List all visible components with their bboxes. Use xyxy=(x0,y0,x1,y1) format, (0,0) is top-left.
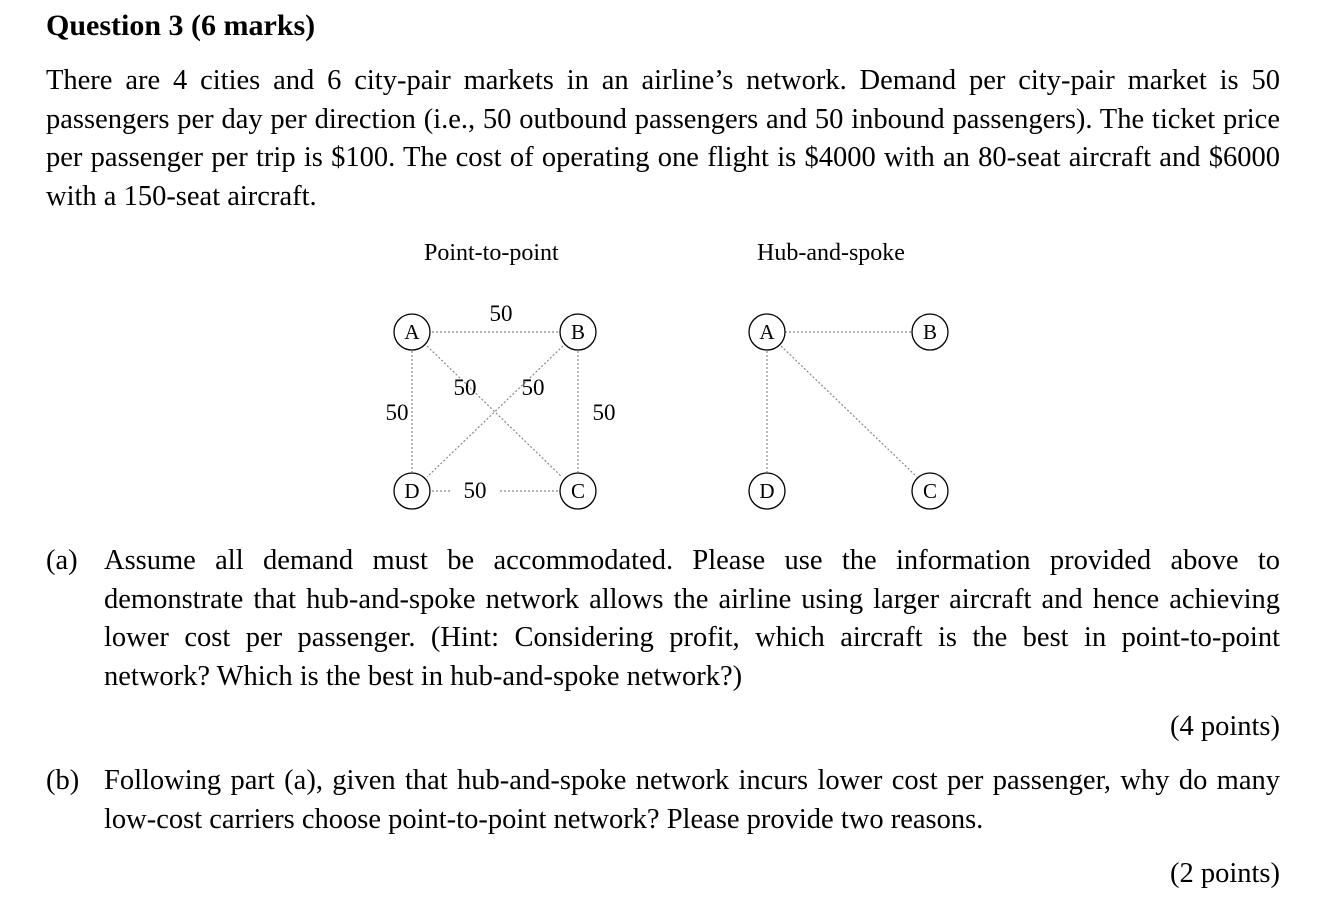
node-b-label: B xyxy=(570,320,586,344)
part-b-points: (2 points) xyxy=(1169,858,1280,889)
node-a-label: A xyxy=(404,320,420,344)
part-b-marker: (b) xyxy=(46,765,80,796)
hub-and-spoke-label: Hub-and-spoke xyxy=(757,240,905,266)
hub-node-a-label: A xyxy=(759,320,775,344)
edge-label-ab: 50 xyxy=(489,301,513,326)
part-a-points: (4 points) xyxy=(1169,711,1280,742)
part-a-marker: (a) xyxy=(46,545,78,576)
point-to-point-diagram xyxy=(370,295,630,510)
edge-label-dc: 50 xyxy=(463,478,487,503)
edge-label-bd: 50 xyxy=(521,375,545,400)
point-to-point-label: Point-to-point xyxy=(424,240,559,266)
node-c-label: C xyxy=(570,479,586,503)
hub-node-c-label: C xyxy=(922,479,938,503)
edge-label-ac: 50 xyxy=(453,375,477,400)
part-a-text: Assume all demand must be accommodated. Please use the information provided above to demonstrate that hub-and-spoke network allows the airline using larger aircraft and hence achieving lower cost per passenger. (Hint: Considering profit, which aircraft is the best in point-to-point network? Which is the best in hub-and-spoke network?) xyxy=(104,545,1280,692)
hub-node-d-label: D xyxy=(759,479,775,503)
edge-label-bc: 50 xyxy=(592,400,616,425)
question-title: Question 3 (6 marks) xyxy=(46,9,316,42)
part-b-text: Following part (a), given that hub-and-spoke network incurs lower cost per passenger, why do many low-cost carriers choose point-to-point network? Please provide two reasons. xyxy=(104,765,1280,835)
hub-and-spoke-diagram xyxy=(725,295,975,510)
spoke-a-c xyxy=(781,346,917,477)
node-d-label: D xyxy=(404,479,420,503)
edge-label-ad: 50 xyxy=(385,400,409,425)
hub-node-b-label: B xyxy=(922,320,938,344)
part-a xyxy=(46,542,1280,696)
question-intro: There are 4 cities and 6 city-pair markets in an airline’s network. Demand per city-pair market is 50 passengers per day per direction (i.e., 50 outbound passengers and 50 inbound passengers). The ticket price per passenger per trip is $100. The cost of operating one flight is $4000 with an 80-seat aircraft and $6000 with a 150-seat aircraft. xyxy=(46,65,1280,212)
part-b xyxy=(46,762,1280,839)
